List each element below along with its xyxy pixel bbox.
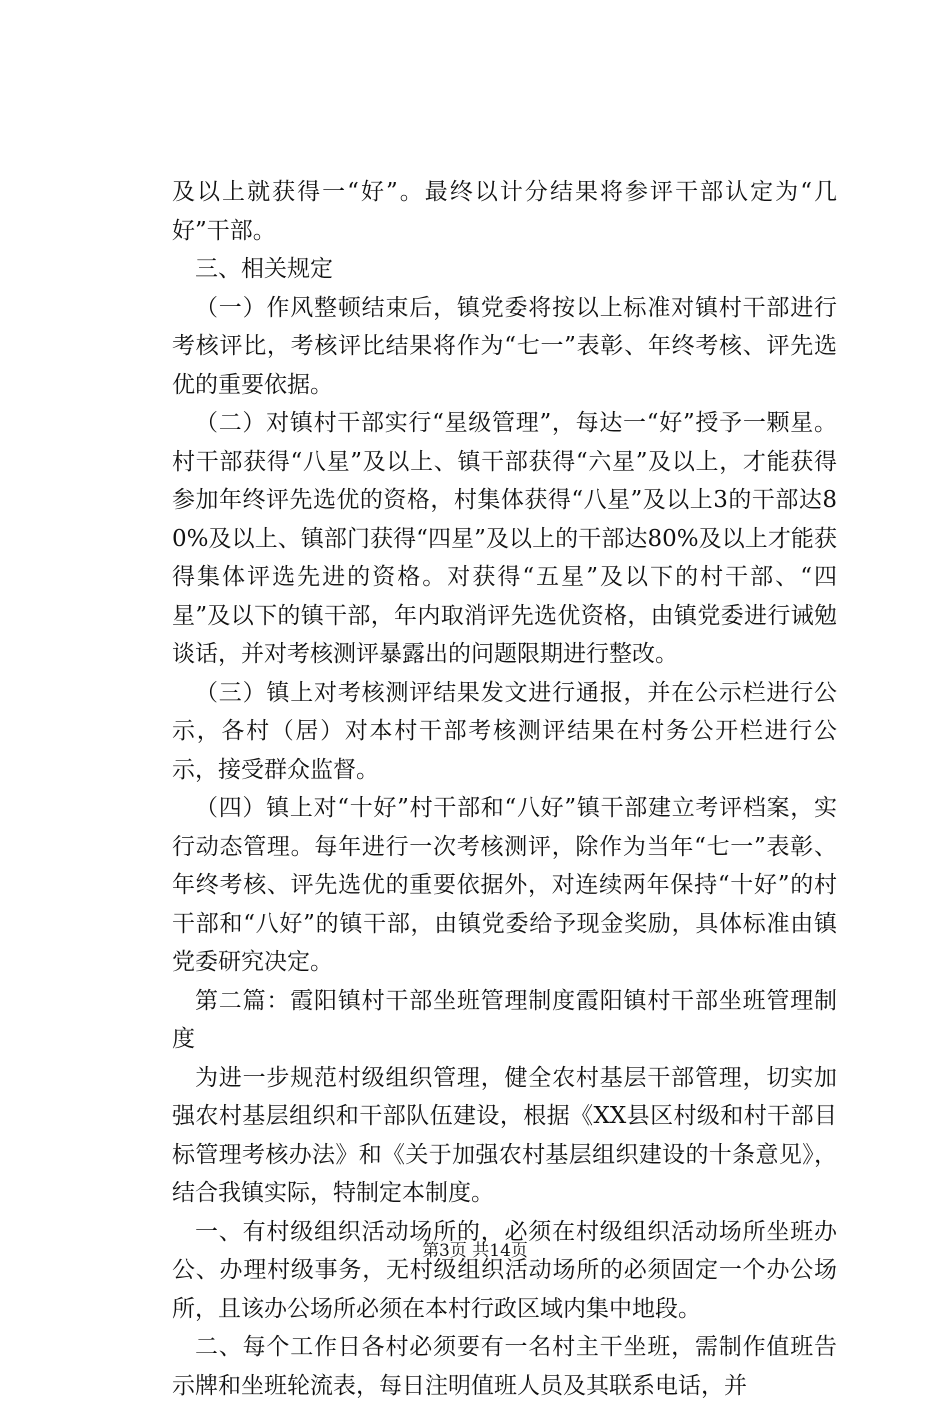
paragraph-rule-1: （一）作风整顿结束后，镇党委将按以上标准对镇村干部进行考核评比，考核评比结果将作为“七一”表彰、年终考核、评先选优的重要依据。: [172, 294, 837, 398]
document-body: [172, 173, 837, 1405]
paragraph-rule-4: （四）镇上对“十好”村干部和“八好”镇干部建立考评档案，实行动态管理。每年进行一次考核测评，除作为当年“七一”表彰、年终考核、评先选优的重要依据外，对连续两年保持“十好”的村干部和“八好”的镇干部，由镇党委给予现金奖励，具体标准由镇党委研究决定。: [172, 795, 837, 975]
section-heading-related-rules: 三、相关规定: [195, 256, 333, 282]
paragraph-rule-3: （三）镇上对考核测评结果发文进行通报，并在公示栏进行公示，各村（居）对本村干部考核测评结果在村务公开栏进行公示，接受群众监督。: [172, 679, 837, 783]
page-number-footer: 第3页 共14页: [422, 1241, 528, 1261]
paragraph-item-1: 一、有村级组织活动场所的，必须在村级组织活动场所坐班办公、办理村级事务，无村级组织活动场所的必须固定一个办公场所，且该办公场所必须在本村行政区域内集中地段。: [172, 1218, 837, 1322]
paragraph-rule-2: （二）对镇村干部实行“星级管理”，每达一“好”授予一颗星。村干部获得“八星”及以上、镇干部获得“六星”及以上，才能获得参加年终评先选优的资格，村集体获得“八星”及以上3的干部达80%及以上、镇部门获得“四星”及以上的干部达80%及以上才能获得集体评选先进的资格。对获得“五星”及以下的村干部、“四星”及以下的镇干部，年内取消评先选优资格，由镇党委进行诫勉谈话，并对考核测评暴露出的问题限期进行整改。: [172, 410, 837, 667]
paragraph-intro: 为进一步规范村级组织管理，健全农村基层干部管理，切实加强农村基层组织和干部队伍建设，根据《XX县区村级和村干部目标管理考核办法》和《关于加强农村基层组织建设的十条意见》，结合我镇实际，特制定本制度。: [172, 1064, 837, 1206]
paragraph-continuation: 及以上就获得一“好”。最终以计分结果将参评干部认定为“几好”干部。: [172, 179, 837, 244]
paragraph-item-2: 二、每个工作日各村必须要有一名村主干坐班，需制作值班告示牌和坐班轮流表，每日注明值班人员及其联系电话，并: [172, 1334, 837, 1399]
chapter-heading-part-two: 第二篇：霞阳镇村干部坐班管理制度霞阳镇村干部坐班管理制度: [172, 987, 837, 1052]
